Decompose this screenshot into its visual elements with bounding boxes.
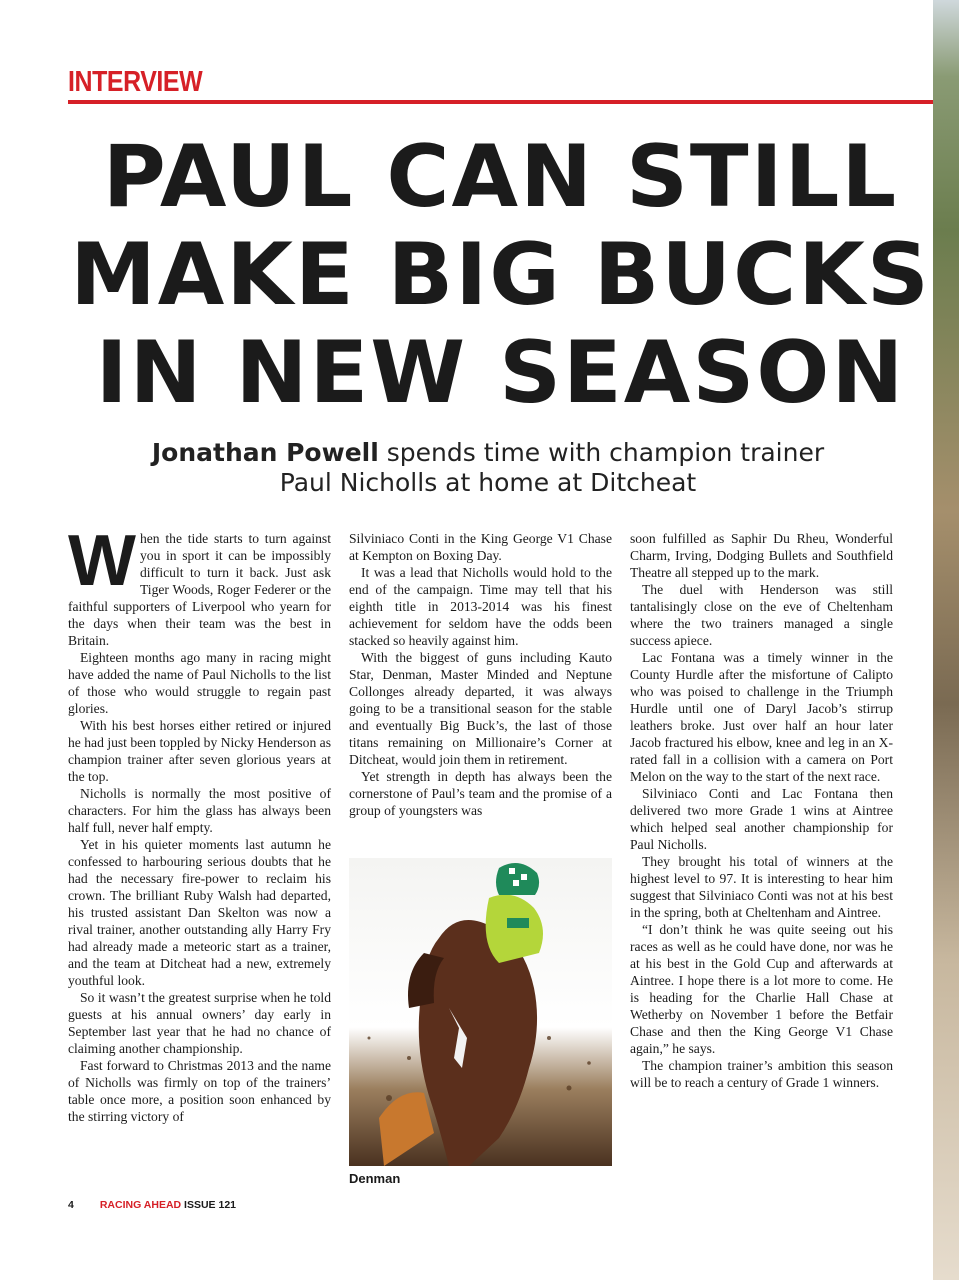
paragraph: “I don’t think he was quite seeing out his races as well as he could have done, nor was he at his best in the Gold Cup and afterwards at Aintree. I hope there is a lot more to come. He is heading for the Charlie Hall Chase at Wetherby on November 1 before the Betfair Chase and then the King George V1 Chase again,” he says. (630, 922, 893, 1056)
article-column-3 (630, 530, 893, 1091)
paragraph (68, 521, 331, 649)
paragraph: Eighteen months ago many in racing might have added the name of Paul Nicholls to the list of those who would struggle to regain past glories. (68, 650, 331, 716)
paragraph: Lac Fontana was a timely winner in the County Hurdle after the misfortune of Calipto who was poised to challenge in the Triumph Hurdle until one of Daryl Jacob’s stirrup leathers broke. Just over half an hour later Jacob fractured his elbow, knee and leg in an X-rated fall in a collision with a camera on Port Melon on the way to the start of the next race. (630, 650, 893, 784)
paragraph: soon fulfilled as Saphir Du Rheu, Wonderful Charm, Irving, Dodging Bullets and Southfield Theatre all stepped up to the mark. (630, 531, 893, 580)
adjacent-page-photo-strip (933, 0, 959, 1280)
standfirst-line-2: Paul Nicholls at home at Ditcheat (279, 468, 697, 497)
paragraph: Silviniaco Conti in the King George V1 Chase at Kempton on Boxing Day. (349, 531, 612, 563)
section-rule (68, 100, 933, 104)
article-column-1 (68, 521, 331, 1125)
paragraph: Fast forward to Christmas 2013 and the name of Nicholls was firmly on top of the trainers’ table once more, a position soon enhanced by the stirring victory of (68, 1058, 331, 1124)
author-name: Jonathan Powell (151, 438, 379, 467)
paragraph: The champion trainer’s ambition this season will be to reach a century of Grade 1 winners. (630, 1058, 893, 1090)
paragraph: With his best horses either retired or injured he had just been toppled by Nicky Henderson as champion trainer after seven glorious years at the top. (68, 718, 331, 784)
paragraph: The duel with Henderson was still tantalisingly close on the eve of Cheltenham where the two trainers managed a single success apiece. (630, 582, 893, 648)
paragraph: Silviniaco Conti and Lac Fontana then delivered two more Grade 1 wins at Aintree which helped seal another championship for Paul Nicholls. (630, 786, 893, 852)
section-label: INTERVIEW (68, 66, 203, 98)
drop-cap: W (68, 521, 136, 601)
paragraph-text: hen the tide starts to turn against you in sport it can be impossibly difficult to turn it back. Just ask Tiger Woods, Roger Federer or the faithful supporters of Liverpool who yearn for the days when their team was the best in Britain. (68, 531, 331, 648)
photo-caption: Denman (349, 1171, 401, 1186)
standfirst-line-1 (68, 438, 908, 468)
article-column-2 (349, 530, 612, 819)
headline (68, 128, 933, 422)
standfirst (68, 438, 908, 498)
magazine-name: RACING AHEAD (99, 1199, 182, 1211)
page-footer (68, 1199, 236, 1211)
paragraph: It was a lead that Nicholls would hold to the end of the campaign. Time may tell that his eighth title in 2013-2014 was his finest achievement for seldom have the odds been stacked so heavily against him. (349, 565, 612, 648)
paragraph: So it wasn’t the greatest surprise when he told guests at his annual owners’ day early in September last year that he had no chance of claiming another championship. (68, 990, 331, 1056)
paragraph: Nicholls is normally the most positive of characters. For him the glass has always been half full, never half empty. (68, 786, 331, 835)
racehorse-photo (349, 858, 612, 1166)
issue-number: ISSUE 121 (184, 1199, 236, 1211)
page-number: 4 (68, 1199, 74, 1211)
paragraph: Yet in his quieter moments last autumn he confessed to harbouring serious doubts that he had the necessary fire-power to reclaim his crown. The brilliant Ruby Walsh had departed, his trusted assistant Dan Skelton was now a rival trainer, another outstanding ally Harry Fry had already made a meteoric start as a trainer, and the team at Ditcheat had a new, extremely youthful look. (68, 837, 331, 988)
paragraph: They brought his total of winners at the highest level to 97. It is interesting to hear him suggest that Silviniaco Conti was not at his best in the spring, both at Cheltenham and Aintree. (630, 854, 893, 920)
paragraph: With the biggest of guns including Kauto Star, Denman, Master Minded and Neptune Collonges already departed, it was always going to be a transitional season for the stable and eventually Big Buck’s, the last of those titans remaining on Millionaire’s Corner at Ditcheat, would join them in retirement. (349, 650, 612, 767)
headline-line-2: MAKE BIG BUCKS (70, 225, 931, 325)
standfirst-line-1-text: spends time with champion trainer (378, 438, 825, 467)
headline-line-3: IN NEW SEASON (95, 323, 906, 423)
headline-line-1: PAUL CAN STILL (102, 127, 899, 227)
paragraph: Yet strength in depth has always been the cornerstone of Paul’s team and the promise of a group of youngsters was (349, 769, 612, 818)
